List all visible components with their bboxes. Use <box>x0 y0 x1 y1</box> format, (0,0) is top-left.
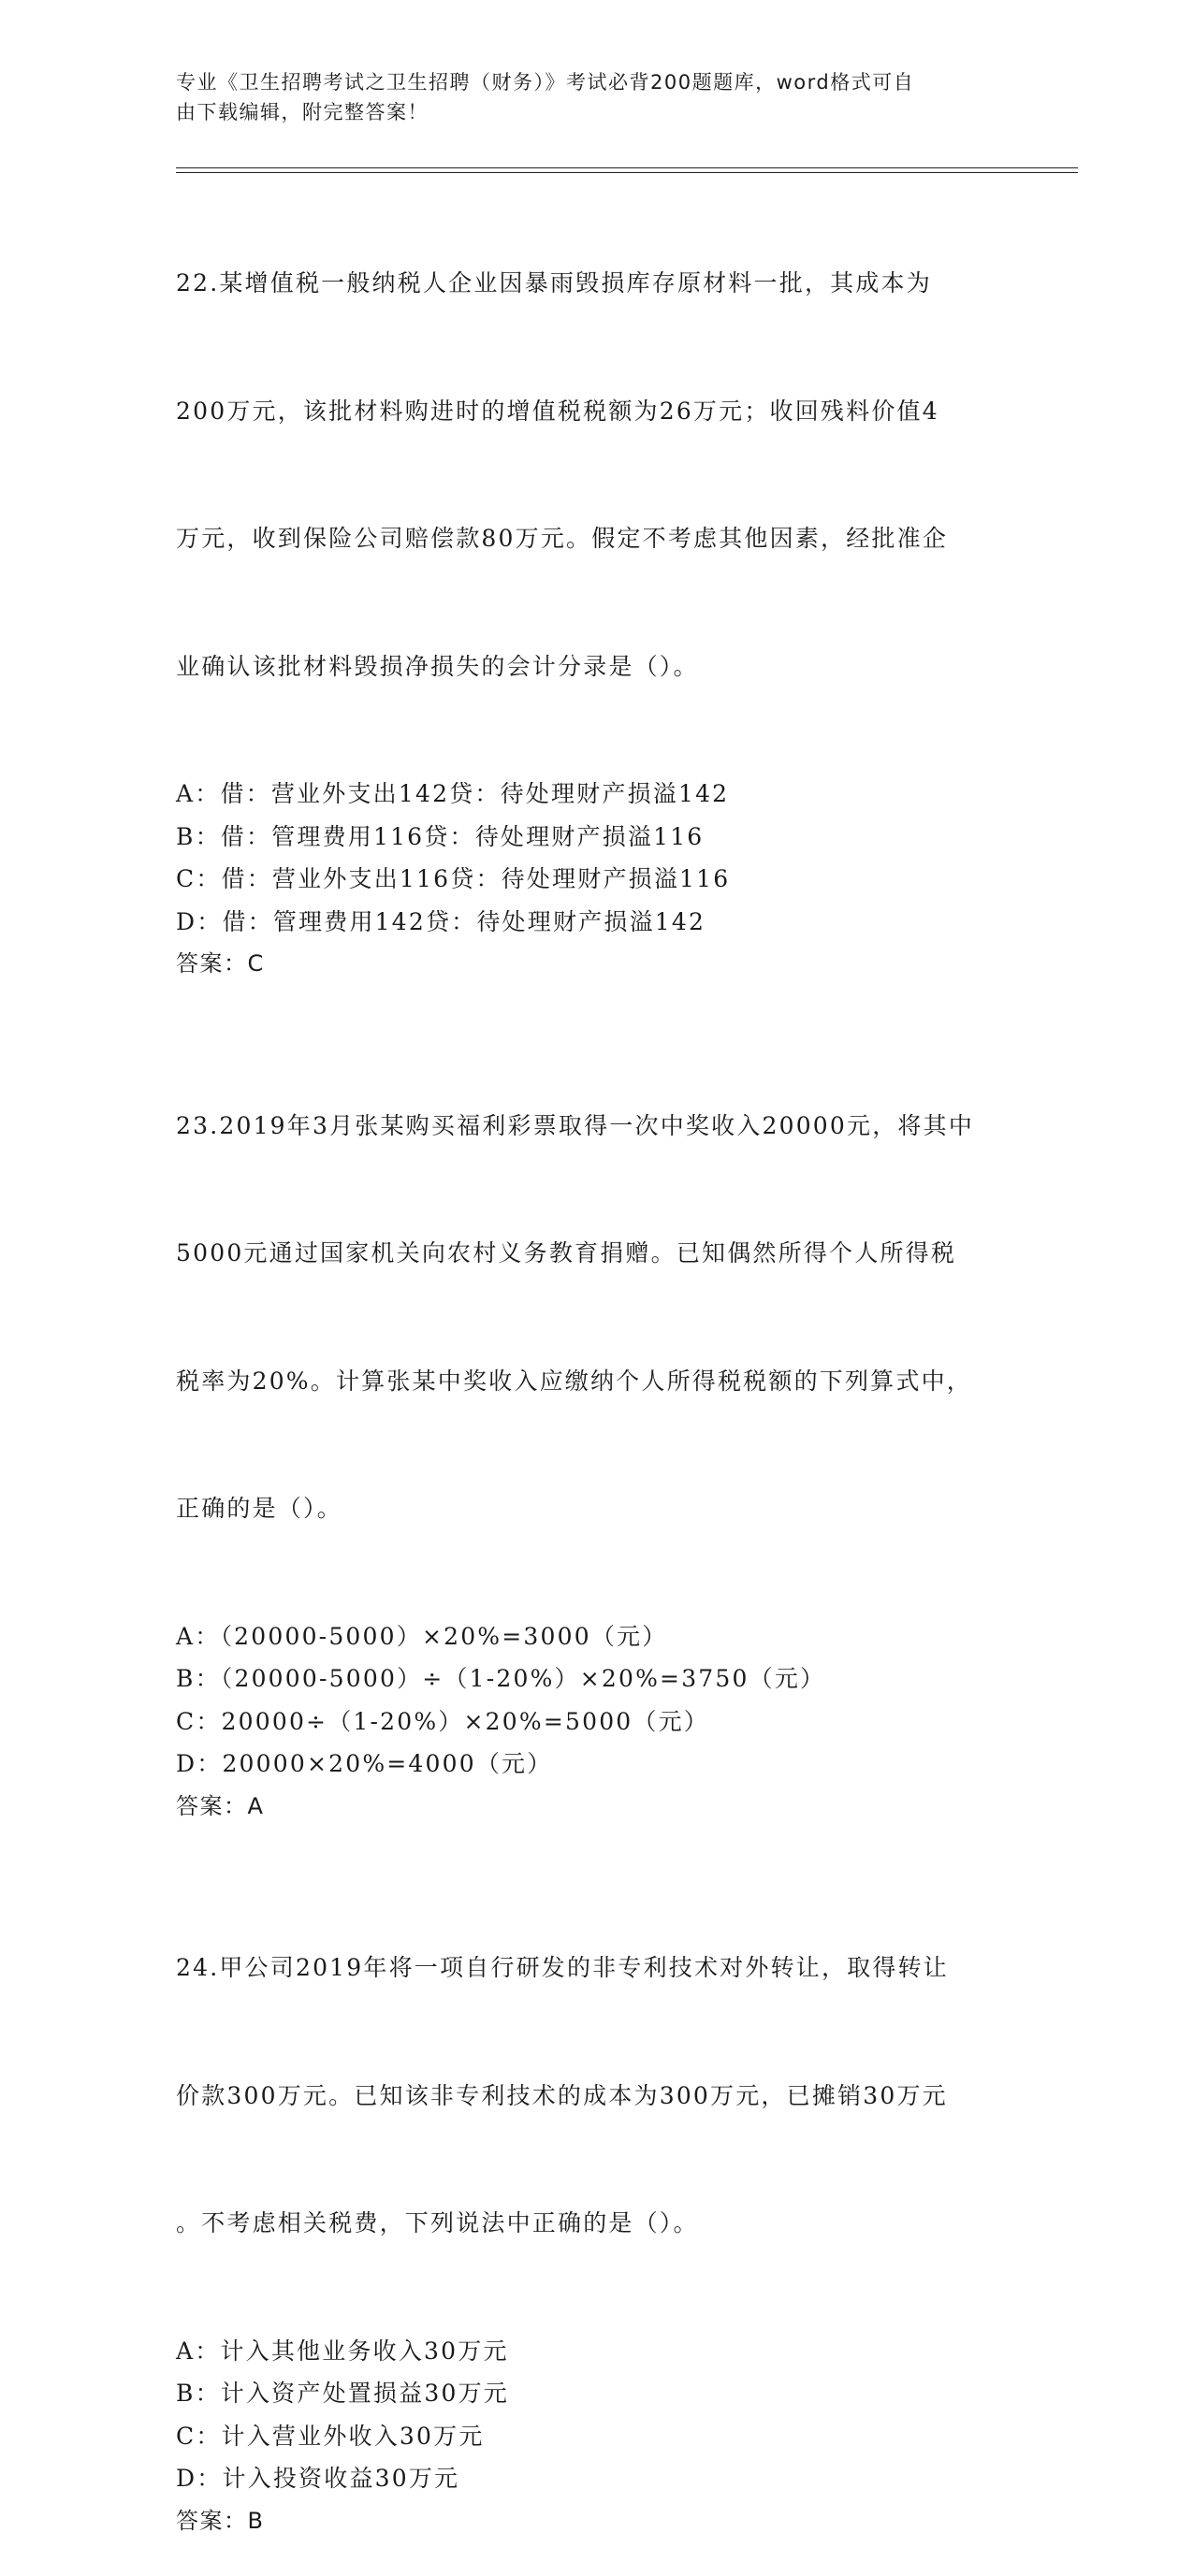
stem-line: 正确的是（）。 <box>176 1495 342 1522</box>
header-line-1: 专业《卫生招聘考试之卫生招聘（财务）》考试必背200题题库，word格式可自 <box>176 71 915 94</box>
stem-line: 业确认该批材料毁损净损失的会计分录是（）。 <box>176 652 699 680</box>
option-c: C：计入营业外收入30万元 <box>176 2422 485 2450</box>
answer-line: 答案：A <box>176 1792 265 1819</box>
option-b: B：计入资产处置损益30万元 <box>176 2380 509 2407</box>
option-c: C：借：营业外支出116贷：待处理财产损溢116 <box>176 865 731 892</box>
header-line-2: 由下载编辑，附完整答案！ <box>176 101 429 123</box>
stem-line: 24.甲公司2019年将一项自行研发的非专利技术对外转让，取得转让 <box>176 1954 949 1981</box>
stem-line: 万元，收到保险公司赔偿款80万元。假定不考虑其他因素，经批准企 <box>176 525 949 552</box>
question-stem <box>176 1861 1018 2330</box>
option-d: D：计入投资收益30万元 <box>176 2465 460 2492</box>
header-divider-bottom <box>176 172 1078 173</box>
option-a: A：借：营业外支出142贷：待处理财产损溢142 <box>176 780 730 807</box>
question-stem <box>176 177 1018 773</box>
option-b: B：（20000-5000）÷（1-20%）×20%=3750（元） <box>176 1665 826 1692</box>
option-b: B：借：管理费用116贷：待处理财产损溢116 <box>176 822 705 850</box>
answer-line: 答案：C <box>176 950 265 977</box>
stem-line: 税率为20%。计算张某中奖收入应缴纳个人所得税税额的下列算式中， <box>176 1367 972 1395</box>
stem-line: 5000元通过国家机关向农村义务教育捐赠。已知偶然所得个人所得税 <box>176 1239 957 1266</box>
option-c: C：20000÷（1-20%）×20%=5000（元） <box>176 1707 710 1735</box>
question-stem <box>176 1020 1018 1615</box>
answer-line: 答案：B <box>176 2507 265 2534</box>
stem-line: 23.2019年3月张某购买福利彩票取得一次中奖收入20000元，将其中 <box>176 1111 975 1139</box>
option-a: A：（20000-5000）×20%=3000（元） <box>176 1622 668 1650</box>
stem-line: 价款300万元。已知该非专利技术的成本为300万元，已摊销30万元 <box>176 2081 948 2109</box>
document-header <box>176 67 1018 127</box>
question-23 <box>176 1020 1018 1829</box>
stem-line: 。不考虑相关税费，下列说法中正确的是（）。 <box>176 2209 699 2236</box>
option-d: D：借：管理费用142贷：待处理财产损溢142 <box>176 907 706 935</box>
stem-line: 22.某增值税一般纳税人企业因暴雨毁损库存原材料一批，其成本为 <box>176 269 932 297</box>
option-d: D：20000×20%=4000（元） <box>176 1750 553 1777</box>
option-a: A：计入其他业务收入30万元 <box>176 2337 509 2365</box>
question-24 <box>176 1861 1018 2542</box>
stem-line: 200万元，该批材料购进时的增值税税额为26万元；收回残料价值4 <box>176 397 939 425</box>
header-divider-top <box>176 167 1078 168</box>
question-22 <box>176 177 1018 986</box>
question-list <box>176 177 1018 2576</box>
